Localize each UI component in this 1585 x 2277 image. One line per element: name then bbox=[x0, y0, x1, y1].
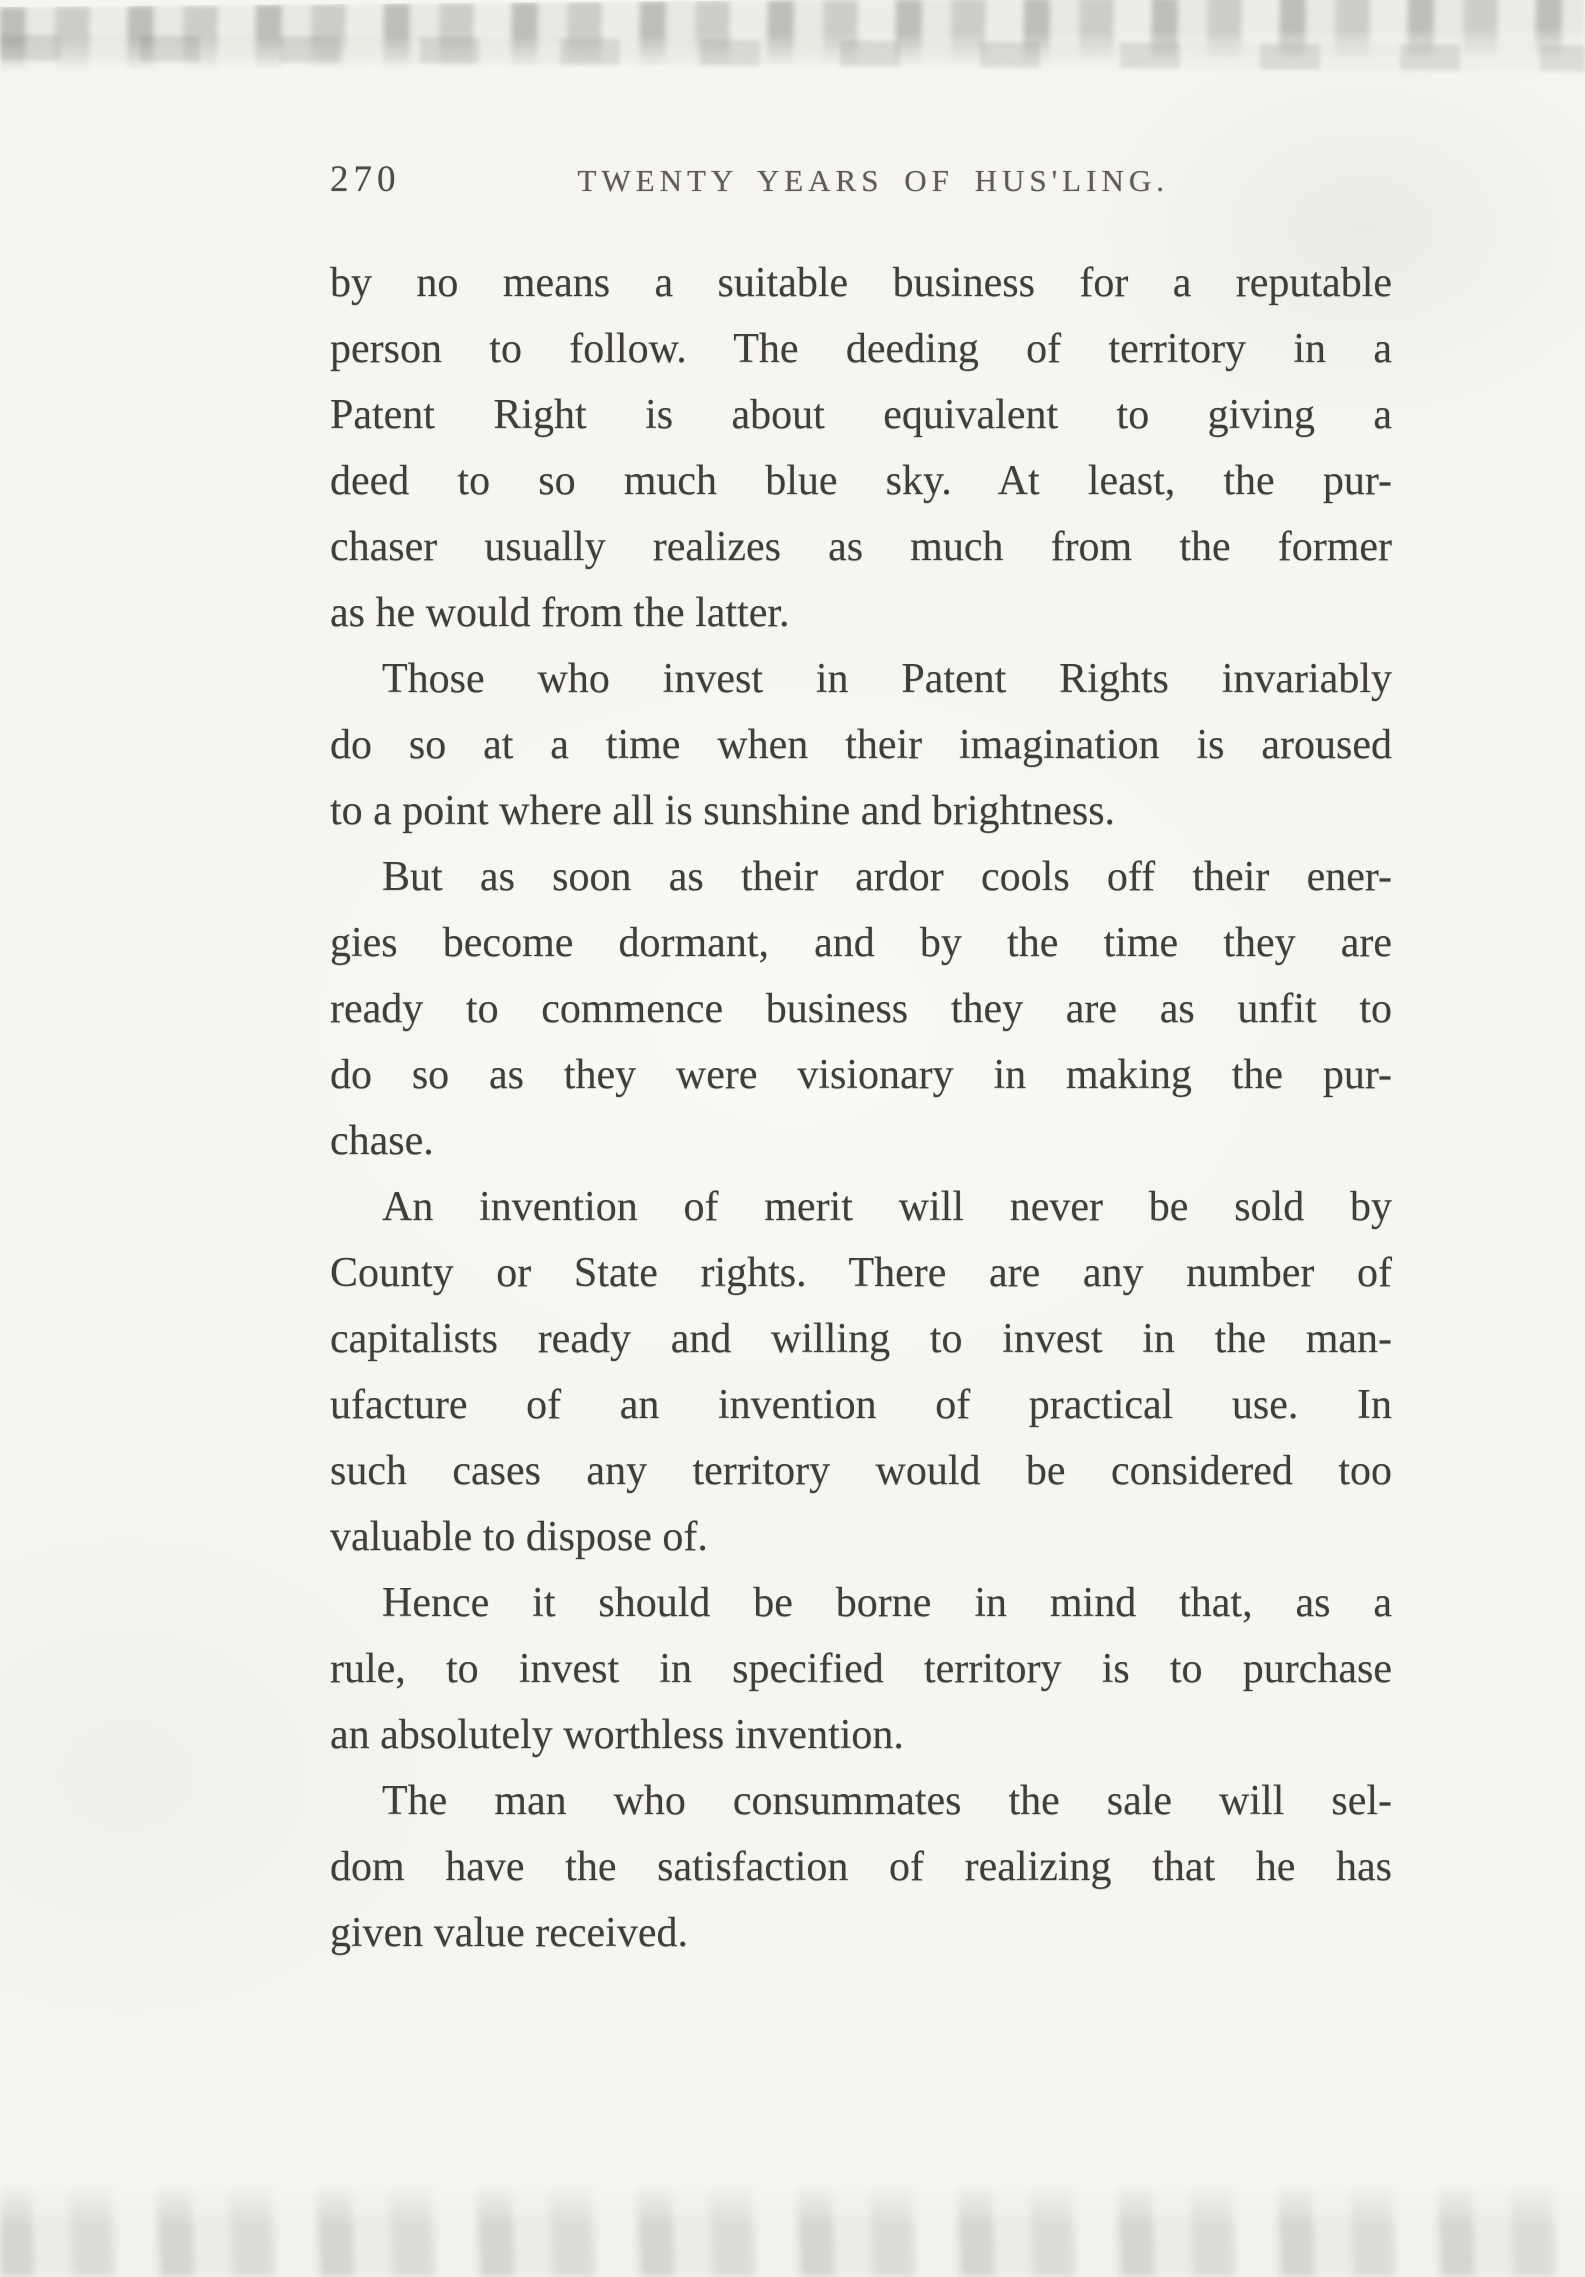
text-line: chaser usually realizes as much from the former bbox=[330, 524, 1392, 570]
text-line: But as soon as their ardor cools off their ener- bbox=[382, 854, 1392, 900]
text-line: ufacture of an invention of practical use. In bbox=[330, 1382, 1392, 1428]
text-line: Patent Right is about equivalent to giving a bbox=[330, 392, 1392, 438]
scan-artifact-bottom bbox=[0, 2181, 1585, 2277]
body-text bbox=[330, 250, 1392, 1966]
text-line: County or State rights. There are any number of bbox=[330, 1250, 1392, 1296]
scan-artifact-top bbox=[0, 0, 1585, 85]
paragraph bbox=[330, 1174, 1392, 1570]
text-line: deed to so much blue sky. At least, the pur- bbox=[330, 458, 1392, 504]
text-line: chase. bbox=[330, 1118, 434, 1164]
text-line: such cases any territory would be considered too bbox=[330, 1448, 1392, 1494]
text-line: given value received. bbox=[330, 1910, 688, 1956]
text-line: ready to commence business they are as unfit to bbox=[330, 986, 1392, 1032]
text-line: do so as they were visionary in making the pur- bbox=[330, 1052, 1392, 1098]
text-line: valuable to dispose of. bbox=[330, 1514, 708, 1560]
paragraph bbox=[330, 1570, 1392, 1768]
text-line: The man who consummates the sale will sel- bbox=[382, 1778, 1392, 1824]
running-title: TWENTY YEARS OF HUS'LING. bbox=[577, 163, 1169, 198]
page-number: 270 bbox=[330, 159, 401, 200]
text-line: capitalists ready and willing to invest in the man- bbox=[330, 1316, 1392, 1362]
paragraph bbox=[330, 844, 1392, 1174]
text-line: an absolutely worthless invention. bbox=[330, 1712, 904, 1758]
text-line: by no means a suitable business for a reputable bbox=[330, 260, 1392, 306]
text-line: rule, to invest in specified territory is to purchase bbox=[330, 1646, 1392, 1692]
text-line: An invention of merit will never be sold by bbox=[382, 1184, 1392, 1230]
text-line: Hence it should be borne in mind that, as a bbox=[382, 1580, 1392, 1626]
text-line: gies become dormant, and by the time they are bbox=[330, 920, 1392, 966]
scan-artifact-top-secondary bbox=[0, 34, 1585, 71]
page-header bbox=[330, 158, 1392, 201]
text-line: person to follow. The deeding of territory in a bbox=[330, 326, 1392, 372]
text-line: to a point where all is sunshine and brightness. bbox=[330, 788, 1116, 834]
text-line: as he would from the latter. bbox=[330, 590, 790, 636]
paragraph bbox=[330, 250, 1392, 646]
paragraph bbox=[330, 1768, 1392, 1966]
text-line: do so at a time when their imagination is aroused bbox=[330, 722, 1392, 768]
text-line: dom have the satisfaction of realizing that he has bbox=[330, 1844, 1392, 1890]
text-line: Those who invest in Patent Rights invariably bbox=[382, 656, 1392, 702]
paragraph bbox=[330, 646, 1392, 844]
